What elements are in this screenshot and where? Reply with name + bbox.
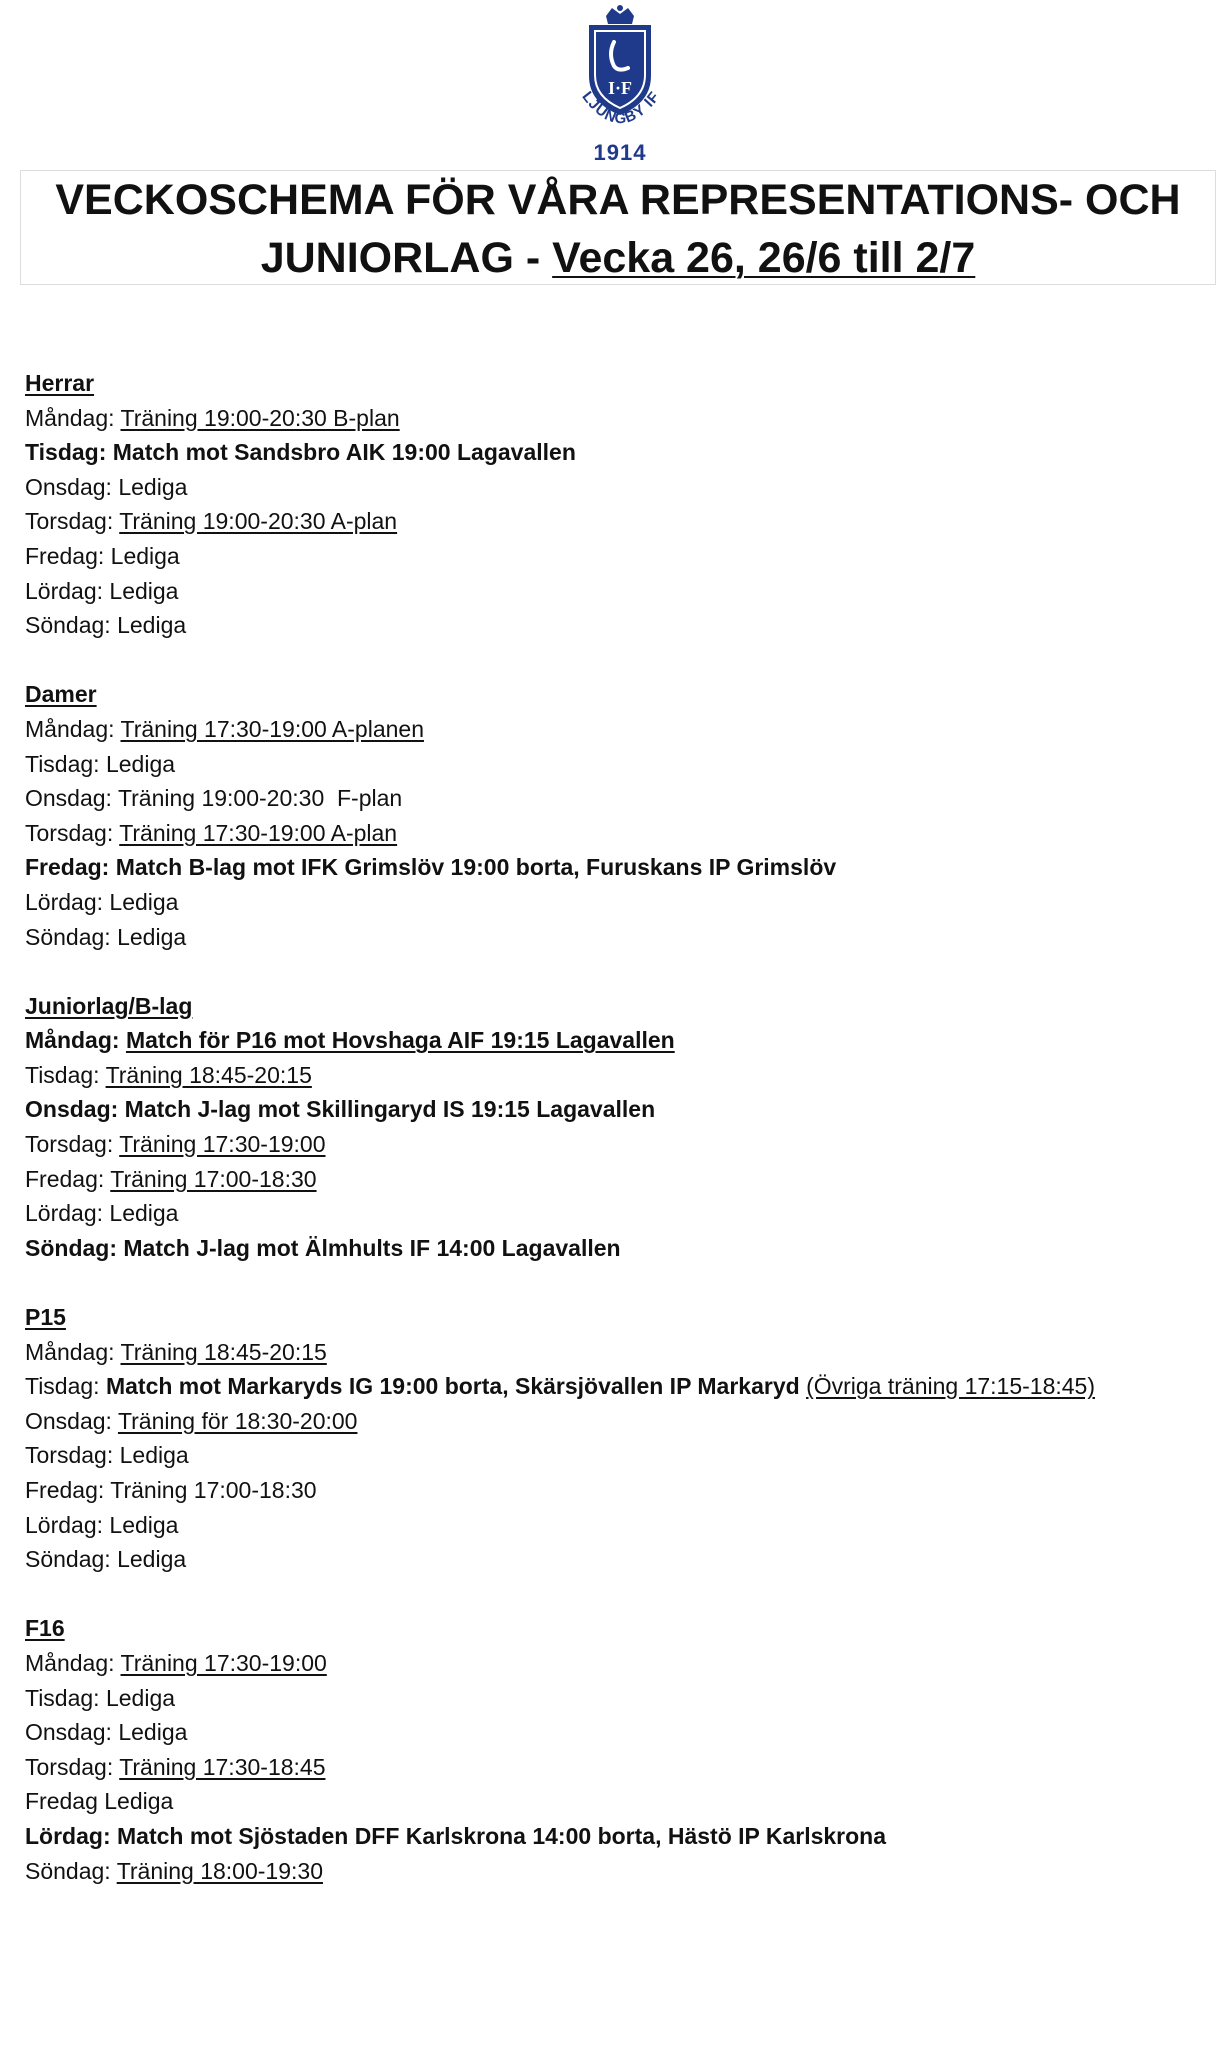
day-label: Onsdag: <box>25 1719 112 1746</box>
day-activity: Lediga <box>118 473 188 500</box>
day-label: Fredag <box>25 1788 98 1815</box>
day-activity: Lediga <box>117 1546 187 1573</box>
schedule-row <box>25 1473 1215 1508</box>
schedule-row <box>25 850 1215 885</box>
day-label: Söndag: <box>25 1857 111 1884</box>
day-label: Måndag: <box>25 1338 115 1365</box>
day-activity-extra: (Övriga träning 17:15-18:45) <box>806 1373 1095 1400</box>
schedule-row <box>25 1750 1215 1785</box>
title-line-2 <box>21 229 1215 287</box>
day-activity: Match J-lag mot Skillingaryd IS 19:15 Lagavallen <box>124 1096 656 1123</box>
day-activity: Lediga <box>109 1200 179 1227</box>
day-label: Söndag: <box>25 923 111 950</box>
day-label: Onsdag: <box>25 1096 119 1123</box>
schedule-row <box>25 1127 1215 1162</box>
day-label: Tisdag: <box>25 439 107 466</box>
schedule-row <box>25 1058 1215 1093</box>
section-p15 <box>25 1300 1215 1577</box>
schedule-row <box>25 1335 1215 1370</box>
day-activity: Lediga <box>105 750 176 777</box>
schedule-row <box>25 1404 1215 1439</box>
day-label: Fredag: <box>25 1477 105 1503</box>
day-label: Tisdag: <box>25 750 100 777</box>
day-activity: Lediga <box>105 1684 176 1711</box>
schedule-row <box>25 1369 1215 1404</box>
day-label: Fredag: <box>25 854 110 881</box>
day-activity: Lediga <box>118 1719 188 1746</box>
title-box <box>20 170 1216 285</box>
schedule-row <box>25 470 1215 505</box>
schedule-row <box>25 1092 1215 1127</box>
schedule-row <box>25 781 1215 816</box>
day-label: Lördag: <box>25 577 104 604</box>
day-activity: Träning 18:45-20:15 <box>120 1338 327 1365</box>
schedule-row <box>25 1819 1215 1854</box>
day-activity: Träning 17:30-18:45 <box>119 1753 326 1780</box>
day-activity: Match J-lag mot Älmhults IF 14:00 Lagavallen <box>123 1234 621 1261</box>
section-f16 <box>25 1611 1215 1888</box>
schedule-row <box>25 816 1215 851</box>
schedule-row <box>25 435 1215 470</box>
day-activity: Träning 17:30-19:00 A-planen <box>120 715 424 742</box>
day-label: Torsdag: <box>25 1442 114 1469</box>
day-label: Lördag: <box>25 1511 104 1538</box>
day-activity: Match mot Markaryds IG 19:00 borta, Skärsjövallen IP Markaryd <box>105 1373 800 1400</box>
day-activity: Träning 17:30-19:00 <box>119 1131 326 1158</box>
day-activity: Lediga <box>109 1511 179 1538</box>
schedule-row <box>25 1023 1215 1058</box>
schedule-row <box>25 920 1215 955</box>
day-label: Måndag: <box>25 404 115 431</box>
schedule-row <box>25 885 1215 920</box>
svg-text:I·F: I·F <box>607 78 633 98</box>
schedule-row <box>25 401 1215 436</box>
day-label: Torsdag: <box>25 508 114 535</box>
day-label: Tisdag: <box>25 1373 100 1400</box>
schedule-row <box>25 712 1215 747</box>
day-activity: Träning 17:30-19:00 <box>120 1649 327 1676</box>
day-activity: Träning 19:00-20:30 B-plan <box>120 404 400 431</box>
svg-text:LJUNGBY IF: LJUNGBY IF <box>578 88 664 128</box>
day-label: Söndag: <box>25 612 111 639</box>
day-activity: Match mot Sjöstaden DFF Karlskrona 14:00 borta, Hästö IP Karlskrona <box>117 1822 887 1849</box>
day-label: Söndag: <box>25 1234 117 1261</box>
day-label: Måndag: <box>25 715 115 742</box>
day-label: Lördag: <box>25 1822 111 1849</box>
section-title-f16: F16 <box>25 1615 65 1642</box>
schedule-row <box>25 1231 1215 1266</box>
day-activity: Lediga <box>119 1442 189 1469</box>
section-juniorlag <box>25 989 1215 1266</box>
day-activity: Lediga <box>117 923 187 950</box>
day-activity: Match för P16 mot Hovshaga AIF 19:15 Lagavallen <box>125 1027 675 1054</box>
section-title-herrar: Herrar <box>25 370 95 396</box>
day-label: Onsdag: <box>25 785 112 812</box>
schedule-row <box>25 504 1215 539</box>
day-activity: Lediga <box>109 888 179 915</box>
day-activity: Lediga <box>110 542 180 569</box>
day-label: Fredag: <box>25 1165 105 1192</box>
day-label: Torsdag: <box>25 1131 114 1158</box>
day-label: Lördag: <box>25 1200 104 1227</box>
day-label: Onsdag: <box>25 473 112 500</box>
day-label: Onsdag: <box>25 1407 112 1434</box>
schedule-row <box>25 1715 1215 1750</box>
schedule-row <box>25 1784 1215 1819</box>
logo-year: 1914 <box>593 140 647 165</box>
schedule-row <box>25 1542 1215 1577</box>
title-prefix: JUNIORLAG - <box>260 234 553 282</box>
day-activity: Träning 18:45-20:15 <box>105 1061 312 1088</box>
day-activity: Träning 17:00-18:30 <box>110 1477 317 1503</box>
section-title-p15: P15 <box>25 1304 66 1331</box>
day-activity: Träning för 18:30-20:00 <box>117 1407 358 1434</box>
section-herrar <box>25 366 1215 643</box>
schedule-row <box>25 574 1215 609</box>
day-activity: Träning 19:00-20:30 F-plan <box>117 785 403 812</box>
day-activity: Träning 17:00-18:30 <box>110 1165 317 1192</box>
schedule-row <box>25 1438 1215 1473</box>
weekly-schedule <box>25 366 1215 1923</box>
day-label: Söndag: <box>25 1546 111 1573</box>
day-activity: Lediga <box>109 577 179 604</box>
day-activity: Träning 17:30-19:00 A-plan <box>119 819 398 846</box>
day-label: Torsdag: <box>25 1753 114 1780</box>
schedule-row <box>25 1196 1215 1231</box>
day-label: Fredag: <box>25 542 105 569</box>
section-title-damer: Damer <box>25 681 97 708</box>
day-activity: Träning 19:00-20:30 A-plan <box>119 508 398 535</box>
day-label: Lördag: <box>25 888 104 915</box>
section-title-juniorlag: Juniorlag/B-lag <box>25 992 193 1019</box>
schedule-row <box>25 1162 1215 1197</box>
day-label: Måndag: <box>25 1649 115 1676</box>
day-label: Måndag: <box>25 1027 120 1054</box>
schedule-row <box>25 539 1215 574</box>
day-activity: Match B-lag mot IFK Grimslöv 19:00 borta, Furuskans IP Grimslöv <box>115 854 837 881</box>
schedule-row <box>25 608 1215 643</box>
day-activity: Lediga <box>117 612 187 639</box>
title-week: Vecka 26, 26/6 till 2/7 <box>552 234 976 282</box>
section-damer <box>25 677 1215 954</box>
day-activity: Match mot Sandsbro AIK 19:00 Lagavallen <box>112 439 576 466</box>
title-line-1: VECKOSCHEMA FÖR VÅRA REPRESENTATIONS- OCH <box>55 176 1181 224</box>
day-label: Tisdag: <box>25 1684 100 1711</box>
schedule-row <box>25 747 1215 782</box>
schedule-row <box>25 1854 1215 1889</box>
day-label: Torsdag: <box>25 819 114 846</box>
day-activity: Lediga <box>104 1788 174 1815</box>
day-label: Tisdag: <box>25 1061 100 1088</box>
schedule-row <box>25 1508 1215 1543</box>
schedule-row <box>25 1681 1215 1716</box>
schedule-row <box>25 1646 1215 1681</box>
day-activity: Träning 18:00-19:30 <box>116 1857 323 1884</box>
